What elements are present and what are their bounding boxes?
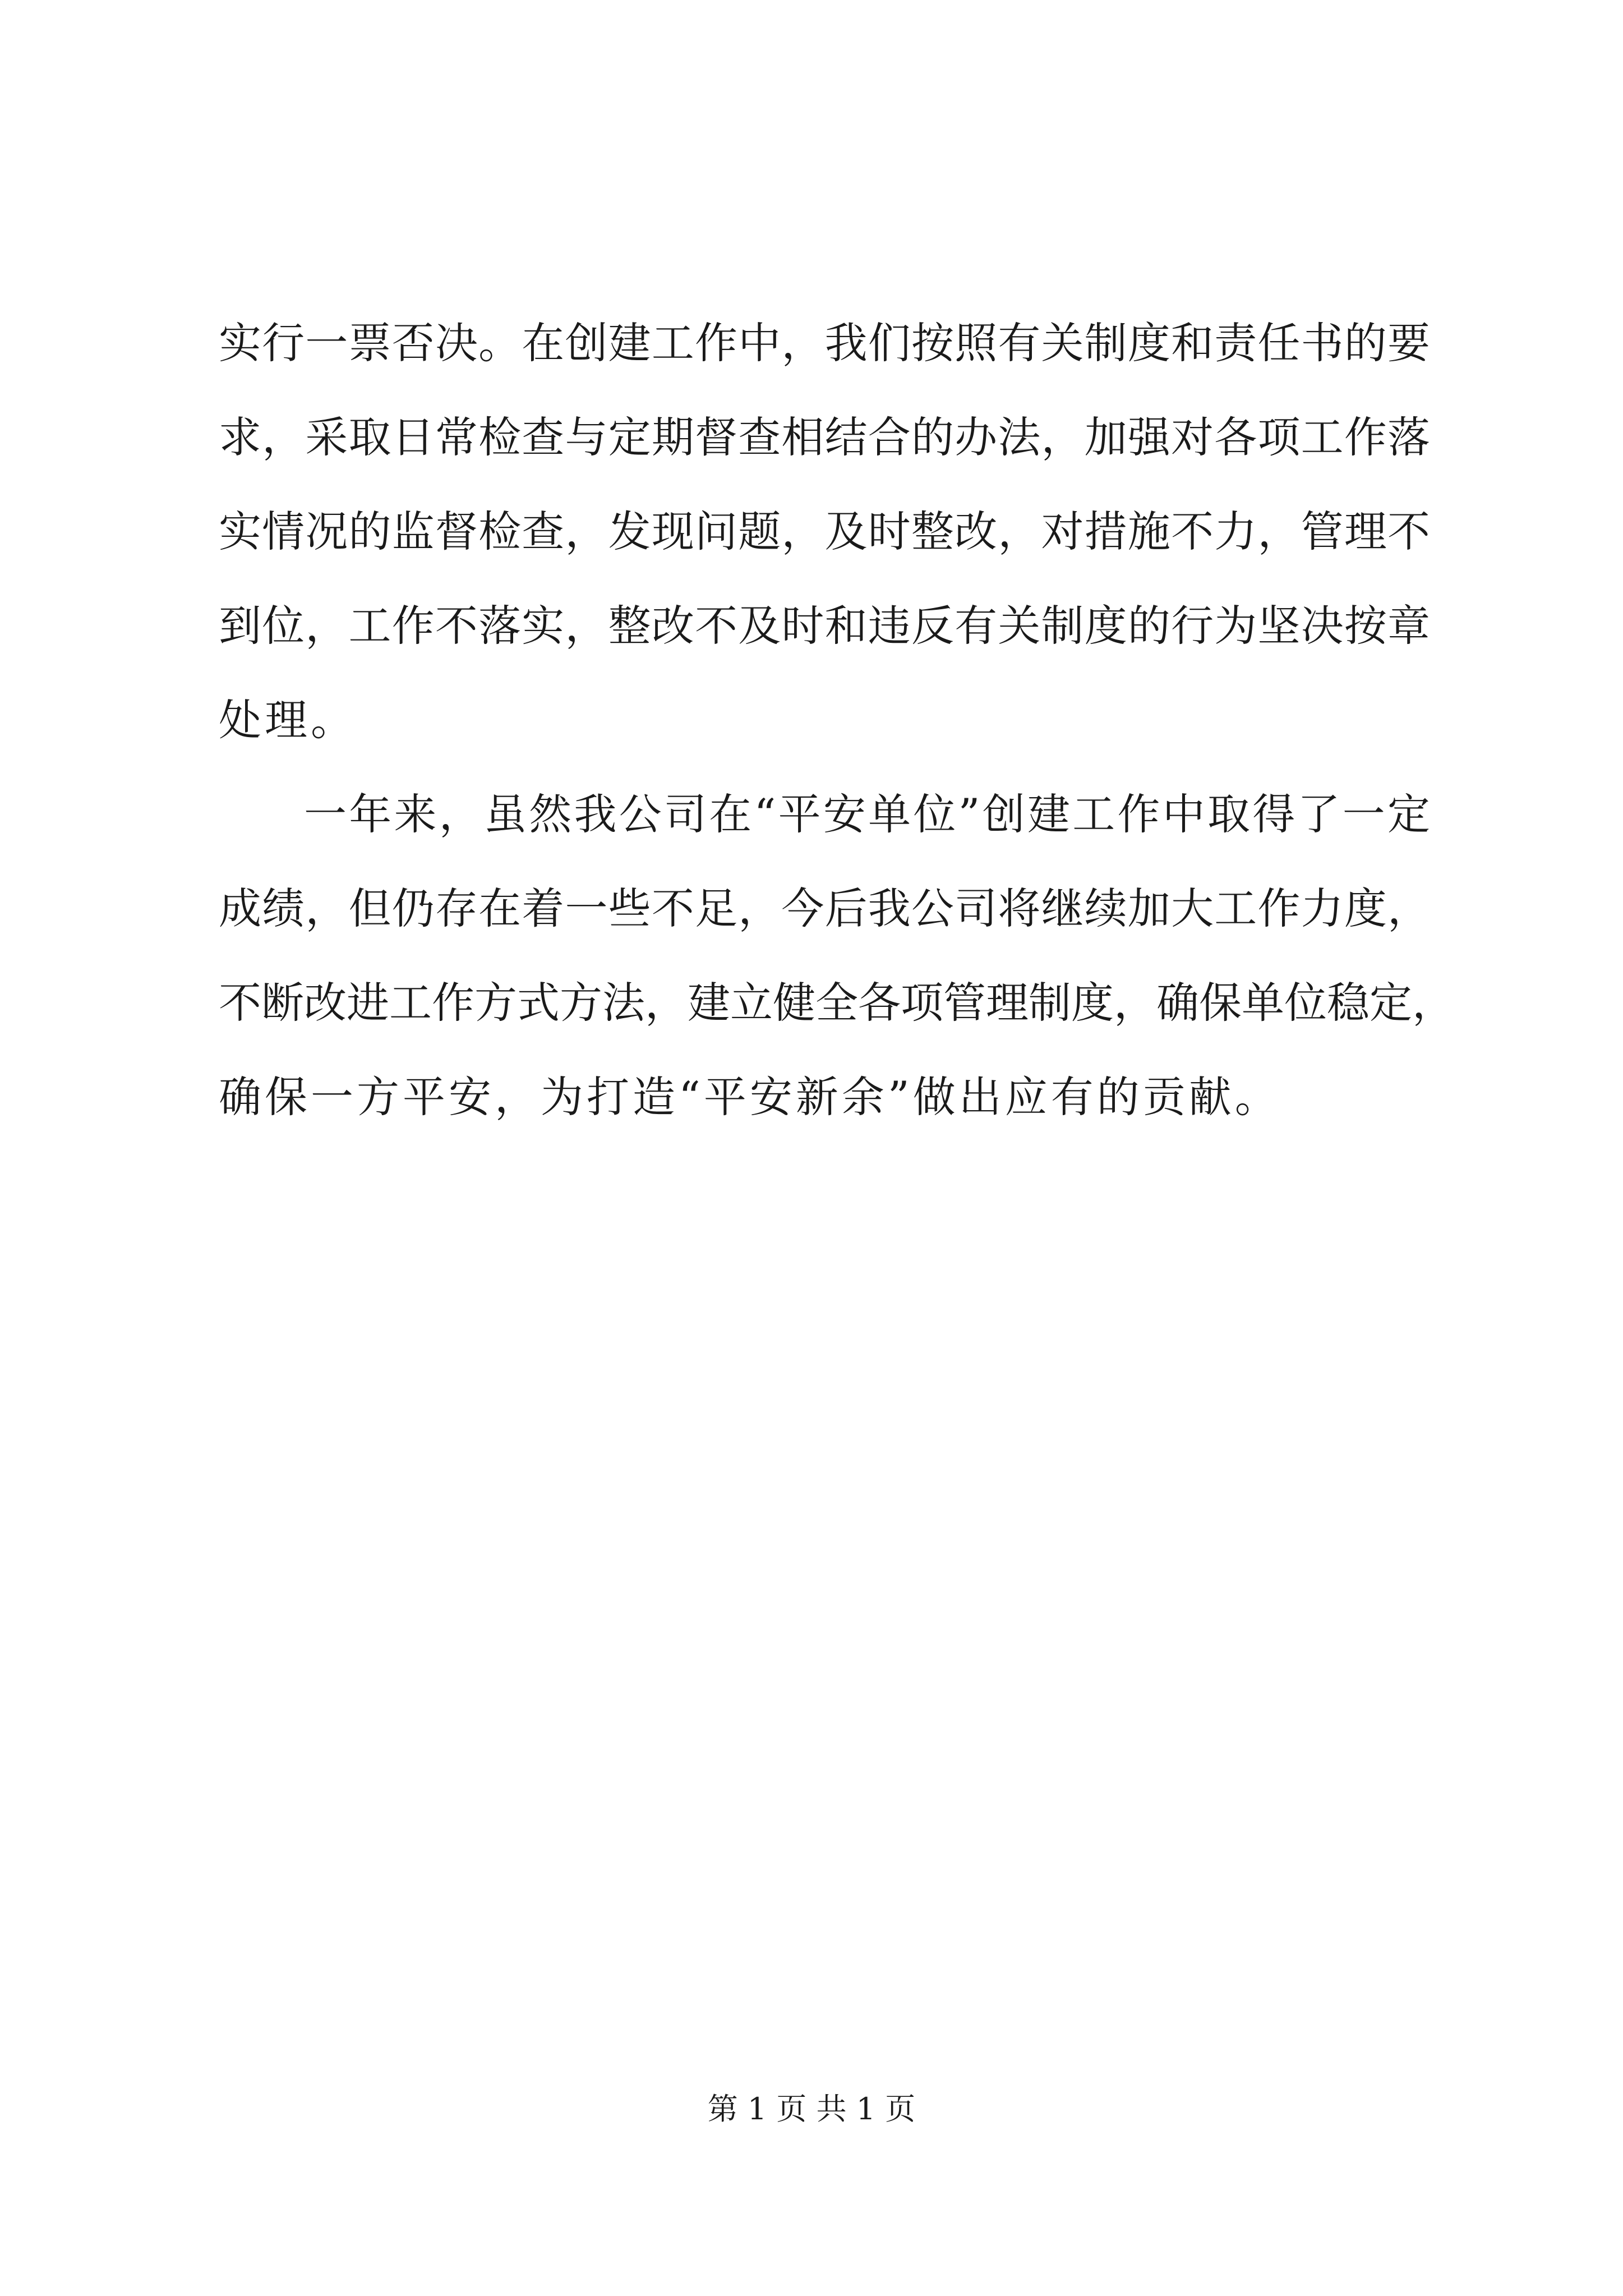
paragraph-2-line-1: 一年来，虽然我公司在“平安单位”创建工作中取得了一定 bbox=[304, 789, 1430, 839]
paragraph-2-line-2: 成绩，但仍存在着一些不足，今后我公司将继续加大工作力度， bbox=[219, 884, 1430, 933]
paragraph-1-line-2: 求，采取日常检查与定期督查相结合的办法，加强对各项工作落 bbox=[219, 412, 1430, 462]
paragraph-1-line-5: 处理。 bbox=[219, 695, 357, 745]
document-body bbox=[219, 296, 1455, 1144]
paragraph-1-line-3: 实情况的监督检查，发现问题，及时整改，对措施不力，管理不 bbox=[219, 507, 1430, 556]
paragraph-2-line-3: 不断改进工作方式方法，建立健全各项管理制度，确保单位稳定， bbox=[219, 978, 1455, 1028]
paragraph-2-line-4: 确保一方平安，为打造“平安新余”做出应有的贡献。 bbox=[219, 1072, 1281, 1122]
paragraph-1-line-4: 到位，工作不落实，整改不及时和违反有关制度的行为坚决按章 bbox=[219, 601, 1430, 651]
page-number-footer: 第 1 页 共 1 页 bbox=[707, 2091, 916, 2127]
paragraph-1-line-1: 实行一票否决。在创建工作中，我们按照有关制度和责任书的要 bbox=[219, 318, 1430, 368]
